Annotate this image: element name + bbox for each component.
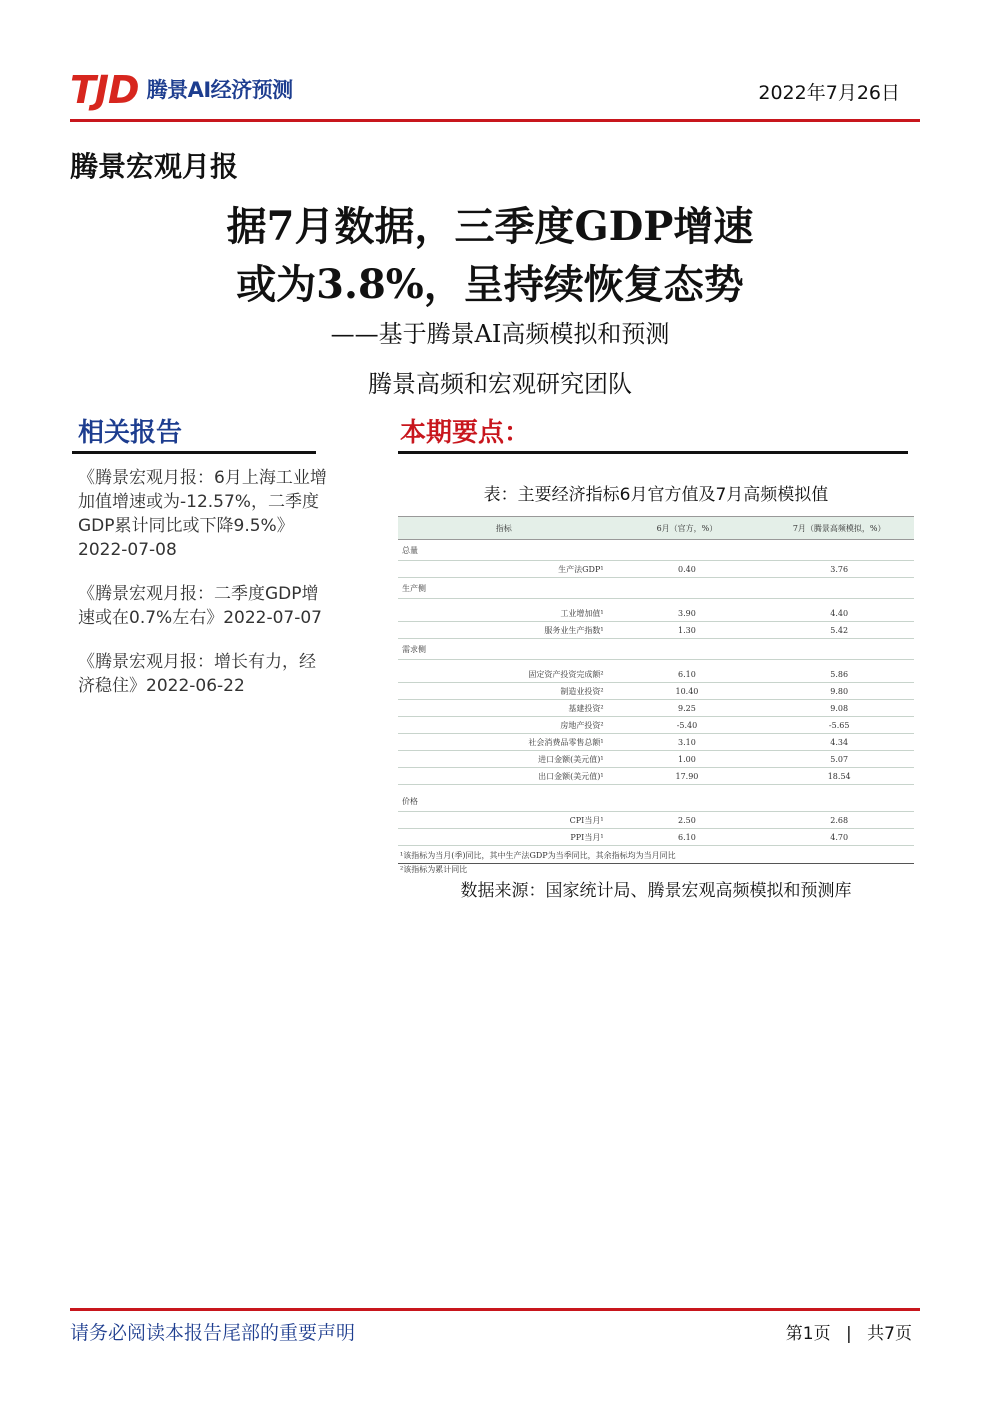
table-group-row <box>398 791 914 812</box>
june-value: 6.10 <box>610 829 765 846</box>
table-caption: 表：主要经济指标6月官方值及7月高频模拟值 <box>483 485 829 505</box>
table-group-row <box>398 540 914 561</box>
indicator-name: 工业增加值¹ <box>398 605 610 622</box>
july-value: 4.40 <box>764 605 914 622</box>
related-reports-list <box>78 466 328 718</box>
page-number: 第1页 <box>785 1324 831 1344</box>
related-divider <box>72 451 316 454</box>
indicator-name: 服务业生产指数¹ <box>398 622 610 639</box>
table-row <box>398 717 914 734</box>
indicator-table <box>398 516 914 846</box>
group-label: 总量 <box>398 540 914 561</box>
july-value: -5.65 <box>764 717 914 734</box>
highlights-divider <box>398 451 908 454</box>
june-value: 17.90 <box>610 768 765 785</box>
subtitle: ——基于腾景AI高频模拟和预测 <box>330 320 670 348</box>
main-title-line-2: 或为3.8%，呈持续恢复态势 <box>236 261 744 308</box>
table-source: 数据来源：国家统计局、腾景宏观高频模拟和预测库 <box>460 881 852 901</box>
indicator-name: 出口金额(美元值)¹ <box>398 768 610 785</box>
table-row <box>398 829 914 846</box>
july-value: 5.07 <box>764 751 914 768</box>
june-value: 2.50 <box>610 812 765 829</box>
related-report-item[interactable]: 《腾景宏观月报：二季度GDP增速或在0.7%左右》2022-07-07 <box>78 584 322 628</box>
july-value: 18.54 <box>764 768 914 785</box>
table-header-row <box>398 517 914 540</box>
column-header: 指标 <box>398 517 610 540</box>
related-report-item[interactable]: 《腾景宏观月报：增长有力，经济稳住》2022-06-22 <box>78 652 316 696</box>
related-report-item[interactable]: 《腾景宏观月报：6月上海工业增加值增速或为-12.57%，二季度GDP累计同比或下降9.5%》2022-07-08 <box>78 468 327 560</box>
footer-divider <box>70 1308 920 1311</box>
table-row <box>398 683 914 700</box>
brand-logo <box>70 70 293 110</box>
indicator-name: CPI当月¹ <box>398 812 610 829</box>
table-group-row <box>398 639 914 660</box>
page-indicator <box>786 1319 912 1344</box>
group-label: 价格 <box>398 791 914 812</box>
table-bottom-rule <box>398 863 914 864</box>
table-row <box>398 700 914 717</box>
indicator-name: 社会消费品零售总额¹ <box>398 734 610 751</box>
column-header: 6月（官方，%） <box>610 517 765 540</box>
table-group-row <box>398 578 914 599</box>
july-value: 2.68 <box>764 812 914 829</box>
table-row <box>398 666 914 683</box>
logo-text: 腾景AI经济预测 <box>146 78 293 102</box>
group-label: 生产侧 <box>398 578 914 599</box>
july-value: 9.80 <box>764 683 914 700</box>
table-row <box>398 812 914 829</box>
table-row <box>398 561 914 578</box>
indicator-name: 进口金额(美元值)¹ <box>398 751 610 768</box>
column-header: 7月（腾景高频模拟，%） <box>764 517 914 540</box>
table-note: ¹该指标为当月(季)同比，其中生产法GDP为当季同比，其余指标均为当月同比 <box>400 851 676 860</box>
indicator-table-container <box>398 516 914 877</box>
series-title: 腾景宏观月报 <box>70 150 239 183</box>
table-row <box>398 734 914 751</box>
header-divider <box>70 119 920 122</box>
table-row <box>398 768 914 785</box>
june-value: 10.40 <box>610 683 765 700</box>
table-row <box>398 751 914 768</box>
page-separator: | <box>846 1324 852 1344</box>
june-value: 9.25 <box>610 700 765 717</box>
june-value: 1.00 <box>610 751 765 768</box>
main-title <box>120 198 860 314</box>
july-value: 5.42 <box>764 622 914 639</box>
group-label: 需求侧 <box>398 639 914 660</box>
july-value: 4.70 <box>764 829 914 846</box>
footer-disclaimer[interactable]: 请务必阅读本报告尾部的重要声明 <box>70 1322 356 1344</box>
related-reports-heading: 相关报告 <box>78 418 183 448</box>
july-value: 9.08 <box>764 700 914 717</box>
indicator-name: PPI当月¹ <box>398 829 610 846</box>
page-total: 共7页 <box>867 1324 912 1344</box>
indicator-name: 房地产投资² <box>398 717 610 734</box>
june-value: 3.10 <box>610 734 765 751</box>
main-title-line-1: 据7月数据，三季度GDP增速 <box>226 203 754 250</box>
table-row <box>398 605 914 622</box>
july-value: 3.76 <box>764 561 914 578</box>
june-value: 6.10 <box>610 666 765 683</box>
indicator-name: 生产法GDP¹ <box>398 561 610 578</box>
highlights-heading: 本期要点： <box>400 418 531 448</box>
report-date: 2022年7月26日 <box>758 82 900 104</box>
june-value: 1.30 <box>610 622 765 639</box>
june-value: -5.40 <box>610 717 765 734</box>
table-note: ²该指标为累计同比 <box>400 865 468 874</box>
indicator-name: 制造业投资² <box>398 683 610 700</box>
june-value: 3.90 <box>610 605 765 622</box>
july-value: 4.34 <box>764 734 914 751</box>
indicator-name: 基建投资² <box>398 700 610 717</box>
indicator-name: 固定资产投资完成额² <box>398 666 610 683</box>
team-name: 腾景高频和宏观研究团队 <box>368 370 632 398</box>
july-value: 5.86 <box>764 666 914 683</box>
logo-mark: TJD <box>70 68 139 112</box>
table-row <box>398 622 914 639</box>
june-value: 0.40 <box>610 561 765 578</box>
